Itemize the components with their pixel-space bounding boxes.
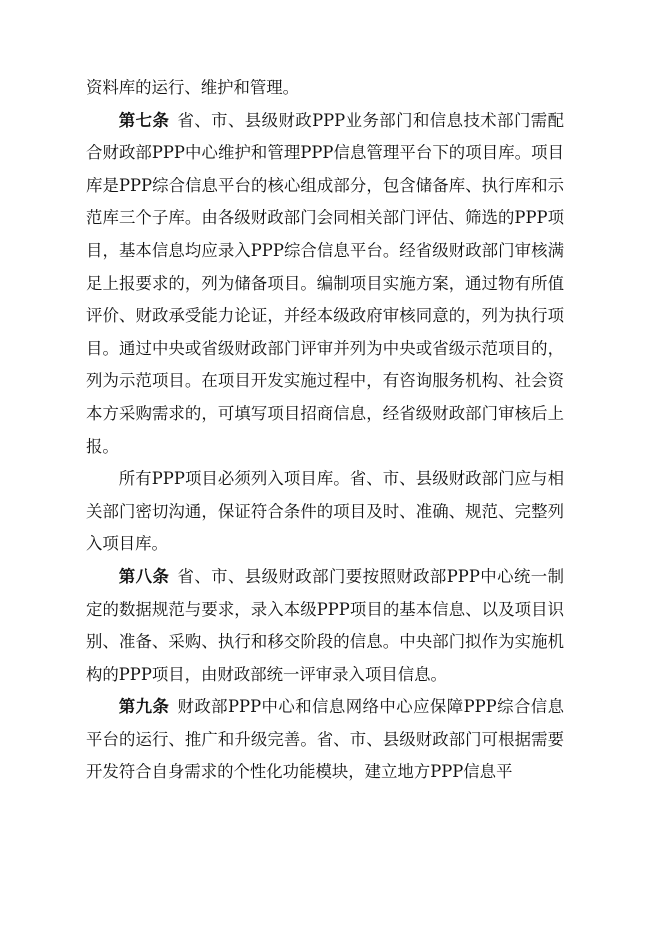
paragraph-text: 资料库的运行、维护和管理。 bbox=[86, 78, 300, 97]
article-heading: 第七条 bbox=[118, 110, 170, 130]
document-body bbox=[86, 72, 564, 789]
paragraph-article-8 bbox=[86, 561, 564, 691]
paragraph-text: 财政部PPP中心和信息网络中心应保障PPP综合信息平台的运行、推广和升级完善。省、市、县级财政部门可根据需要开发符合自身需求的个性化功能模块，建立地方PPP信息平 bbox=[86, 697, 565, 782]
paragraph-text: 所有PPP项目必须列入项目库。省、市、县级财政部门应与相关部门密切沟通，保证符合条件的项目及时、准确、规范、完整列入项目库。 bbox=[86, 469, 564, 554]
paragraph-project-library bbox=[86, 463, 564, 561]
article-heading: 第八条 bbox=[118, 566, 170, 586]
article-heading: 第九条 bbox=[118, 697, 170, 717]
paragraph-article-7 bbox=[86, 105, 564, 464]
paragraph-continuation bbox=[86, 72, 564, 105]
paragraph-text: 省、市、县级财政PPP业务部门和信息技术部门需配合财政部PPP中心维护和管理PPP信息管理平台下的项目库。项目库是PPP综合信息平台的核心组成部分，包含储备库、执行库和示范库三个子库。由各级财政部门会同相关部门评估、筛选的PPP项目，基本信息均应录入PPP综合信息平台。经省级财政部门审核满足上报要求的，列为储备项目。编制项目实施方案，通过物有所值评价、财政承受能力论证，并经本级政府审核同意的，列为执行项目。通过中央或省级财政部门评审并列为中央或省级示范项目的，列为示范项目。在项目开发实施过程中，有咨询服务机构、社会资本方采购需求的，可填写项目招商信息，经省级财政部门审核后上报。 bbox=[86, 110, 565, 456]
paragraph-text: 省、市、县级财政部门要按照财政部PPP中心统一制定的数据规范与要求，录入本级PPP项目的基本信息、以及项目识别、准备、采购、执行和移交阶段的信息。中央部门拟作为实施机构的PPP项目，由财政部统一评审录入项目信息。 bbox=[86, 566, 565, 684]
paragraph-article-9 bbox=[86, 691, 564, 789]
